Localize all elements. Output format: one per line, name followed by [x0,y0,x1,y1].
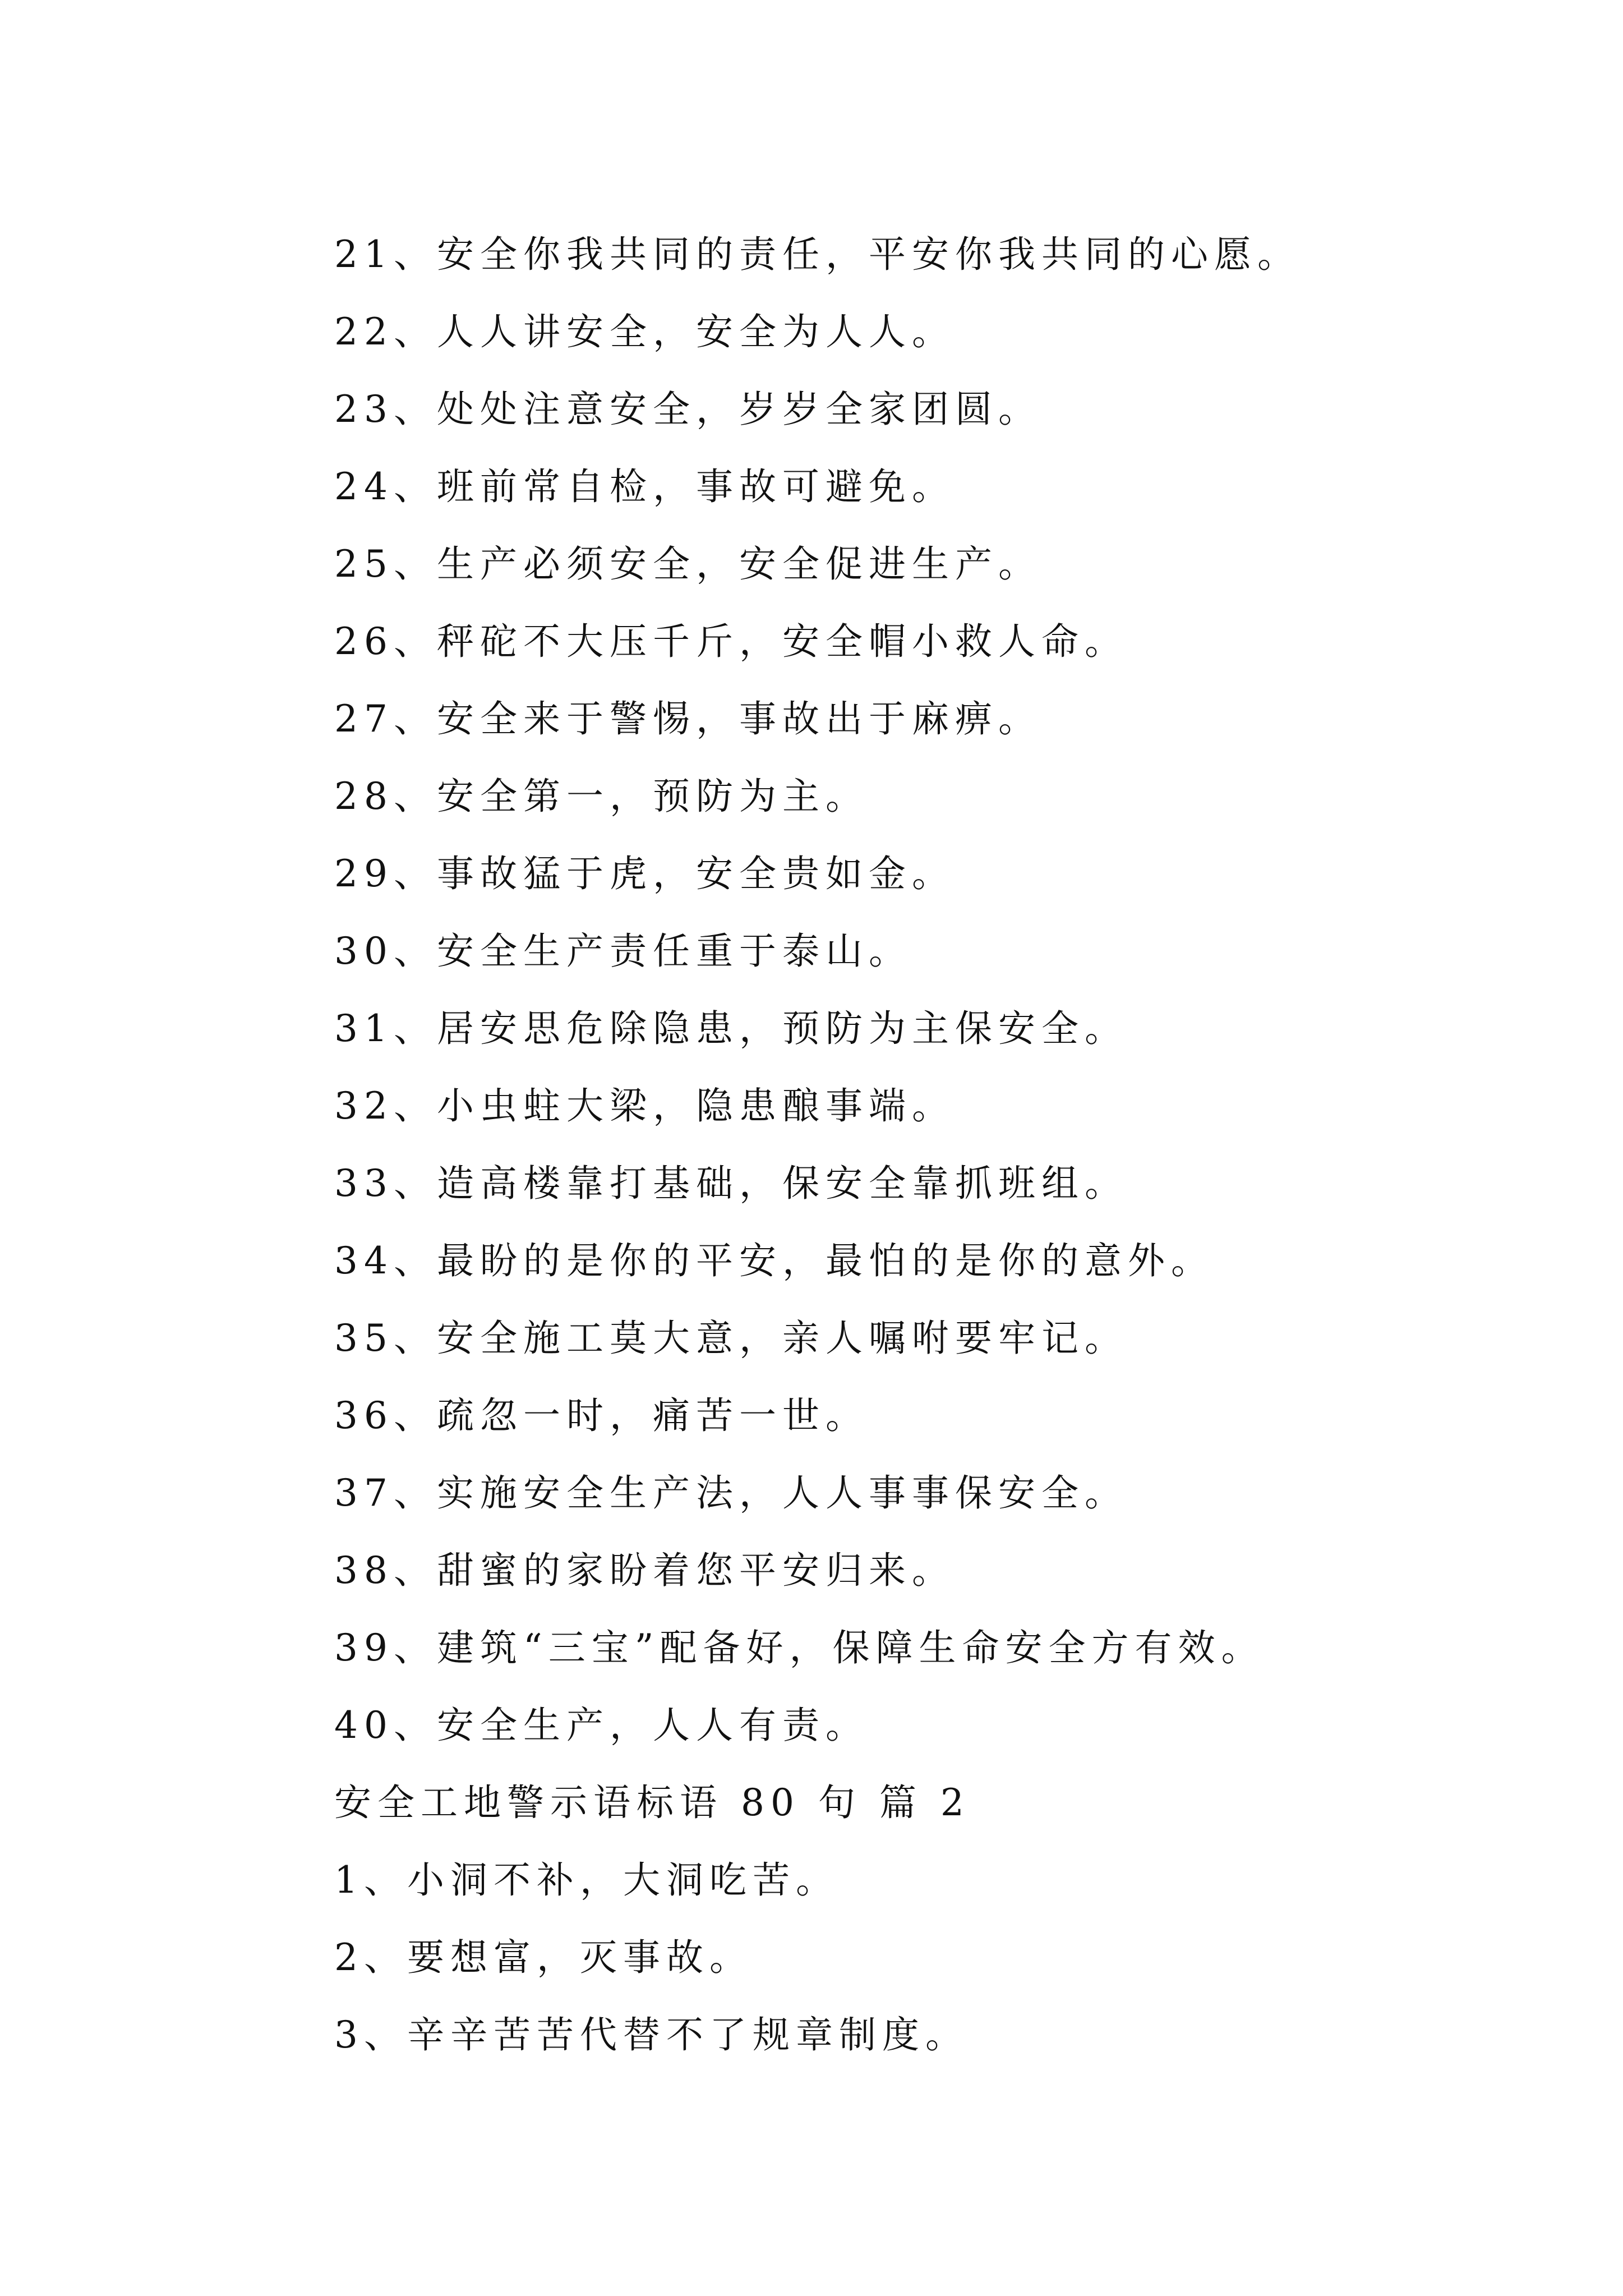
list-item: 28、安全第一，预防为主。 [334,775,869,818]
list-item: 38、甜蜜的家盼着您平安归来。 [334,1549,955,1592]
list-item: 26、秤砣不大压千斤，安全帽小救人命。 [334,620,1128,663]
list-item: 30、安全生产责任重于泰山。 [334,930,912,973]
list-item: 39、建筑“三宝”配备好，保障生命安全方有效。 [334,1626,1265,1669]
list-item: 35、安全施工莫大意，亲人嘱咐要牢记。 [334,1317,1128,1360]
list-item: 22、人人讲安全，安全为人人。 [334,310,955,353]
section-heading: 安全工地警示语标语 80 句 篇 2 [334,1781,970,1824]
list-item: 24、班前常自检，事故可避免。 [334,465,955,508]
list-item: 36、疏忽一时，痛苦一世。 [334,1394,869,1437]
list-item: 32、小虫蛀大梁，隐患酿事端。 [334,1084,955,1128]
list-item: 3、辛辛苦苦代替不了规章制度。 [334,2013,969,2056]
list-item: 1、小洞不补，大洞吃苦。 [334,1858,839,1902]
list-item: 23、处处注意安全，岁岁全家团圆。 [334,388,1041,431]
list-item: 31、居安思危除隐患，预防为主保安全。 [334,1007,1128,1050]
list-item: 2、要想富，灭事故。 [334,1936,753,1979]
list-item: 37、实施安全生产法，人人事事保安全。 [334,1471,1128,1515]
document-body [334,216,1568,2074]
list-item: 34、最盼的是你的平安，最怕的是你的意外。 [334,1239,1214,1282]
list-item: 27、安全来于警惕，事故出于麻痹。 [334,697,1041,740]
list-item: 29、事故猛于虎，安全贵如金。 [334,852,955,895]
list-item: 21、安全你我共同的责任，平安你我共同的心愿。 [334,233,1301,276]
list-item: 25、生产必须安全，安全促进生产。 [334,542,1041,586]
list-item: 40、安全生产，人人有责。 [334,1704,869,1747]
list-item: 33、造高楼靠打基础，保安全靠抓班组。 [334,1162,1128,1205]
